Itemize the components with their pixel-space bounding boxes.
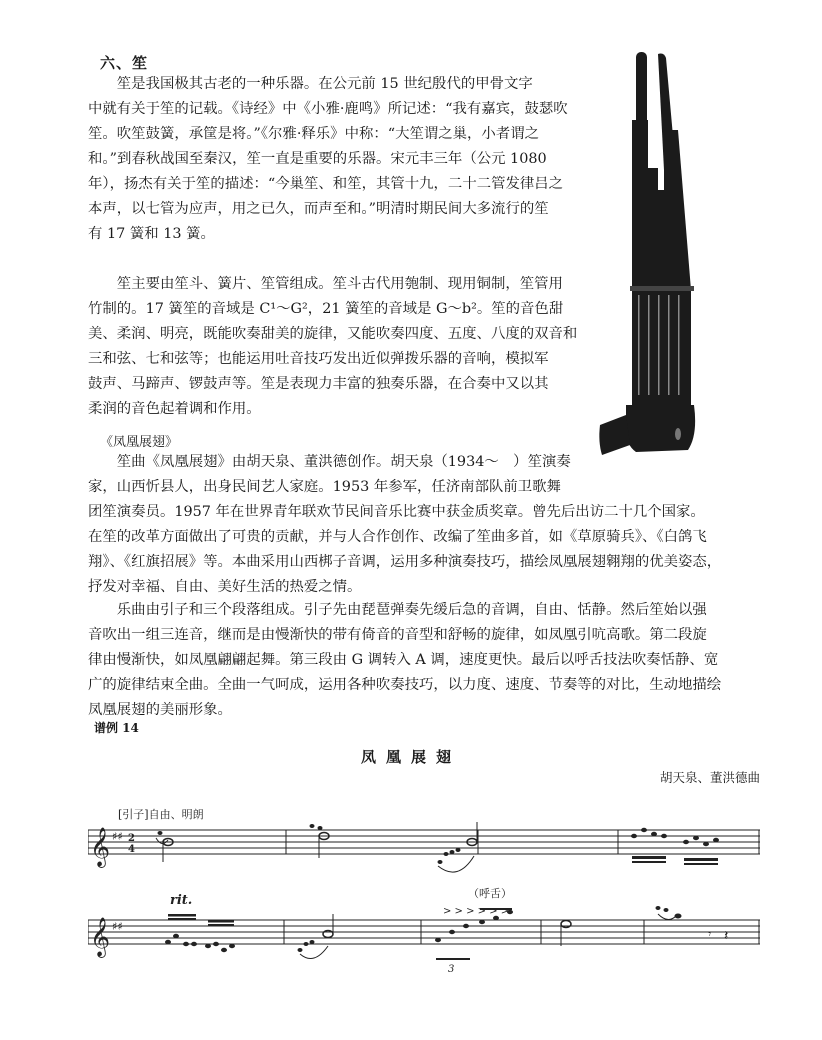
text-line: 在笙的改革方面做出了可贵的贡献，并与人合作创作、改编了笙曲多首，如《草原骑兵》、《白鸽飞: [88, 529, 707, 545]
technique-marking: （呼舌）: [468, 887, 512, 900]
structure-paragraph: [88, 272, 588, 422]
intro-marking: [引子]自由、明朗: [118, 808, 204, 821]
text-line: 笙是我国极其古老的一种乐器。在公元前 15 世纪殷代的甲骨文字: [88, 76, 533, 92]
text-line: 乐曲由引子和三个段落组成。引子先由琵琶弹奏先缓后急的音调，自由、恬静。然后笙始以强: [88, 602, 707, 618]
example-label: 谱例 14: [94, 721, 139, 735]
treble-clef-icon: 𝄞: [90, 917, 111, 957]
text-line: 笙。吹笙鼓簧，承筐是将。”《尔雅·释乐》中称：“大笙谓之巢，小者谓之: [88, 126, 539, 142]
staff-line-1: [88, 830, 760, 854]
text-line: 本声，以七管为应声，用之已久，而声至和。”明清时期民间大多流行的笙: [88, 201, 549, 217]
piece-label: 《凤凰展翅》: [100, 435, 179, 450]
text-line: 三和弦、七和弦等；也能运用吐音技巧发出近似弹拨乐器的音响，模拟军: [88, 351, 549, 367]
intro-paragraph: [88, 72, 588, 247]
text-line: 律由慢渐快，如凤凰翩翩起舞。第三段由 G 调转入 A 调，速度更快。最后以呼舌技法吹奏恬静、宽: [88, 652, 719, 668]
svg-text:4: 4: [128, 844, 135, 855]
composer-paragraph: [88, 450, 768, 600]
text-line: 有 17 簧和 13 簧。: [88, 226, 215, 242]
text-line: 抒发对幸福、自由、美好生活的热爱之情。: [88, 579, 362, 595]
composer-credit: 胡天泉、董洪德曲: [659, 770, 760, 785]
text-line: 和。”到春秋战国至秦汉，笙一直是重要的乐器。宋元丰三年（公元 1080: [88, 151, 547, 167]
time-signature-icon: 2: [128, 833, 135, 844]
text-line: 翔》、《红旗招展》等。本曲采用山西梆子音调，运用多种演奏技巧，描绘凤凰展翅翱翔的优美姿态，: [88, 554, 722, 570]
sheng-photo: [596, 50, 706, 460]
text-line: 家，山西忻县人，出身民间艺人家庭。1953 年参军，任济南部队前卫歌舞: [88, 479, 561, 495]
text-line: 年），扬杰有关于笙的描述：“今巢笙、和笙，其管十九，二十二管发律吕之: [88, 176, 564, 192]
text-line: 竹制的。17 簧笙的音域是 C¹～G²，21 簧笙的音域是 G～b²。笙的音色甜: [88, 301, 564, 317]
text-line: 美、柔润、明亮，既能吹奏甜美的旋律，又能吹奏四度、五度、八度的双音和: [88, 326, 578, 342]
tempo-marking: rit.: [170, 893, 193, 908]
rest-icon: 𝄾: [708, 927, 712, 941]
accent-icon: > > > > > >: [443, 906, 510, 917]
staff-line-2: [88, 920, 760, 944]
triplet-mark: 3: [448, 964, 455, 975]
text-line: 笙主要由笙斗、簧片、笙管组成。笙斗古代用匏制、现用铜制，笙管用: [88, 276, 563, 292]
key-signature-icon: ♯♯: [112, 920, 123, 933]
text-line: 柔润的音色起着调和作用。: [88, 401, 261, 417]
section-title: 六、笙: [100, 54, 149, 72]
form-paragraph: [88, 598, 768, 723]
rest-icon: 𝄽: [724, 928, 729, 944]
music-score: [88, 800, 760, 1000]
text-line: 音吹出一组三连音，继而是由慢渐快的带有倚音的音型和舒畅的旋律，如凤凰引吭高歌。第二段旋: [88, 627, 707, 643]
text-line: 广的旋律结束全曲。全曲一气呵成，运用各种吹奏技巧，以力度、速度、节奏等的对比，生动地描绘: [88, 677, 722, 693]
text-line: 笙曲《凤凰展翅》由胡天泉、董洪德创作。胡天泉（1934～ ）笙演奏: [88, 454, 571, 470]
key-signature-icon: ♯♯: [112, 830, 123, 843]
text-line: 凤凰展翅的美丽形象。: [88, 702, 232, 718]
score-title: 凤凰展翅: [360, 748, 461, 766]
treble-clef-icon: 𝄞: [90, 827, 111, 867]
text-line: 鼓声、马蹄声、锣鼓声等。笙是表现力丰富的独奏乐器，在合奏中又以其: [88, 376, 549, 392]
text-line: 中就有关于笙的记载。《诗经》中《小雅·鹿鸣》所记述：“我有嘉宾，鼓瑟吹: [88, 101, 568, 117]
text-line: 团笙演奏员。1957 年在世界青年联欢节民间音乐比赛中获金质奖章。曾先后出访二十几个国家。: [88, 504, 705, 520]
